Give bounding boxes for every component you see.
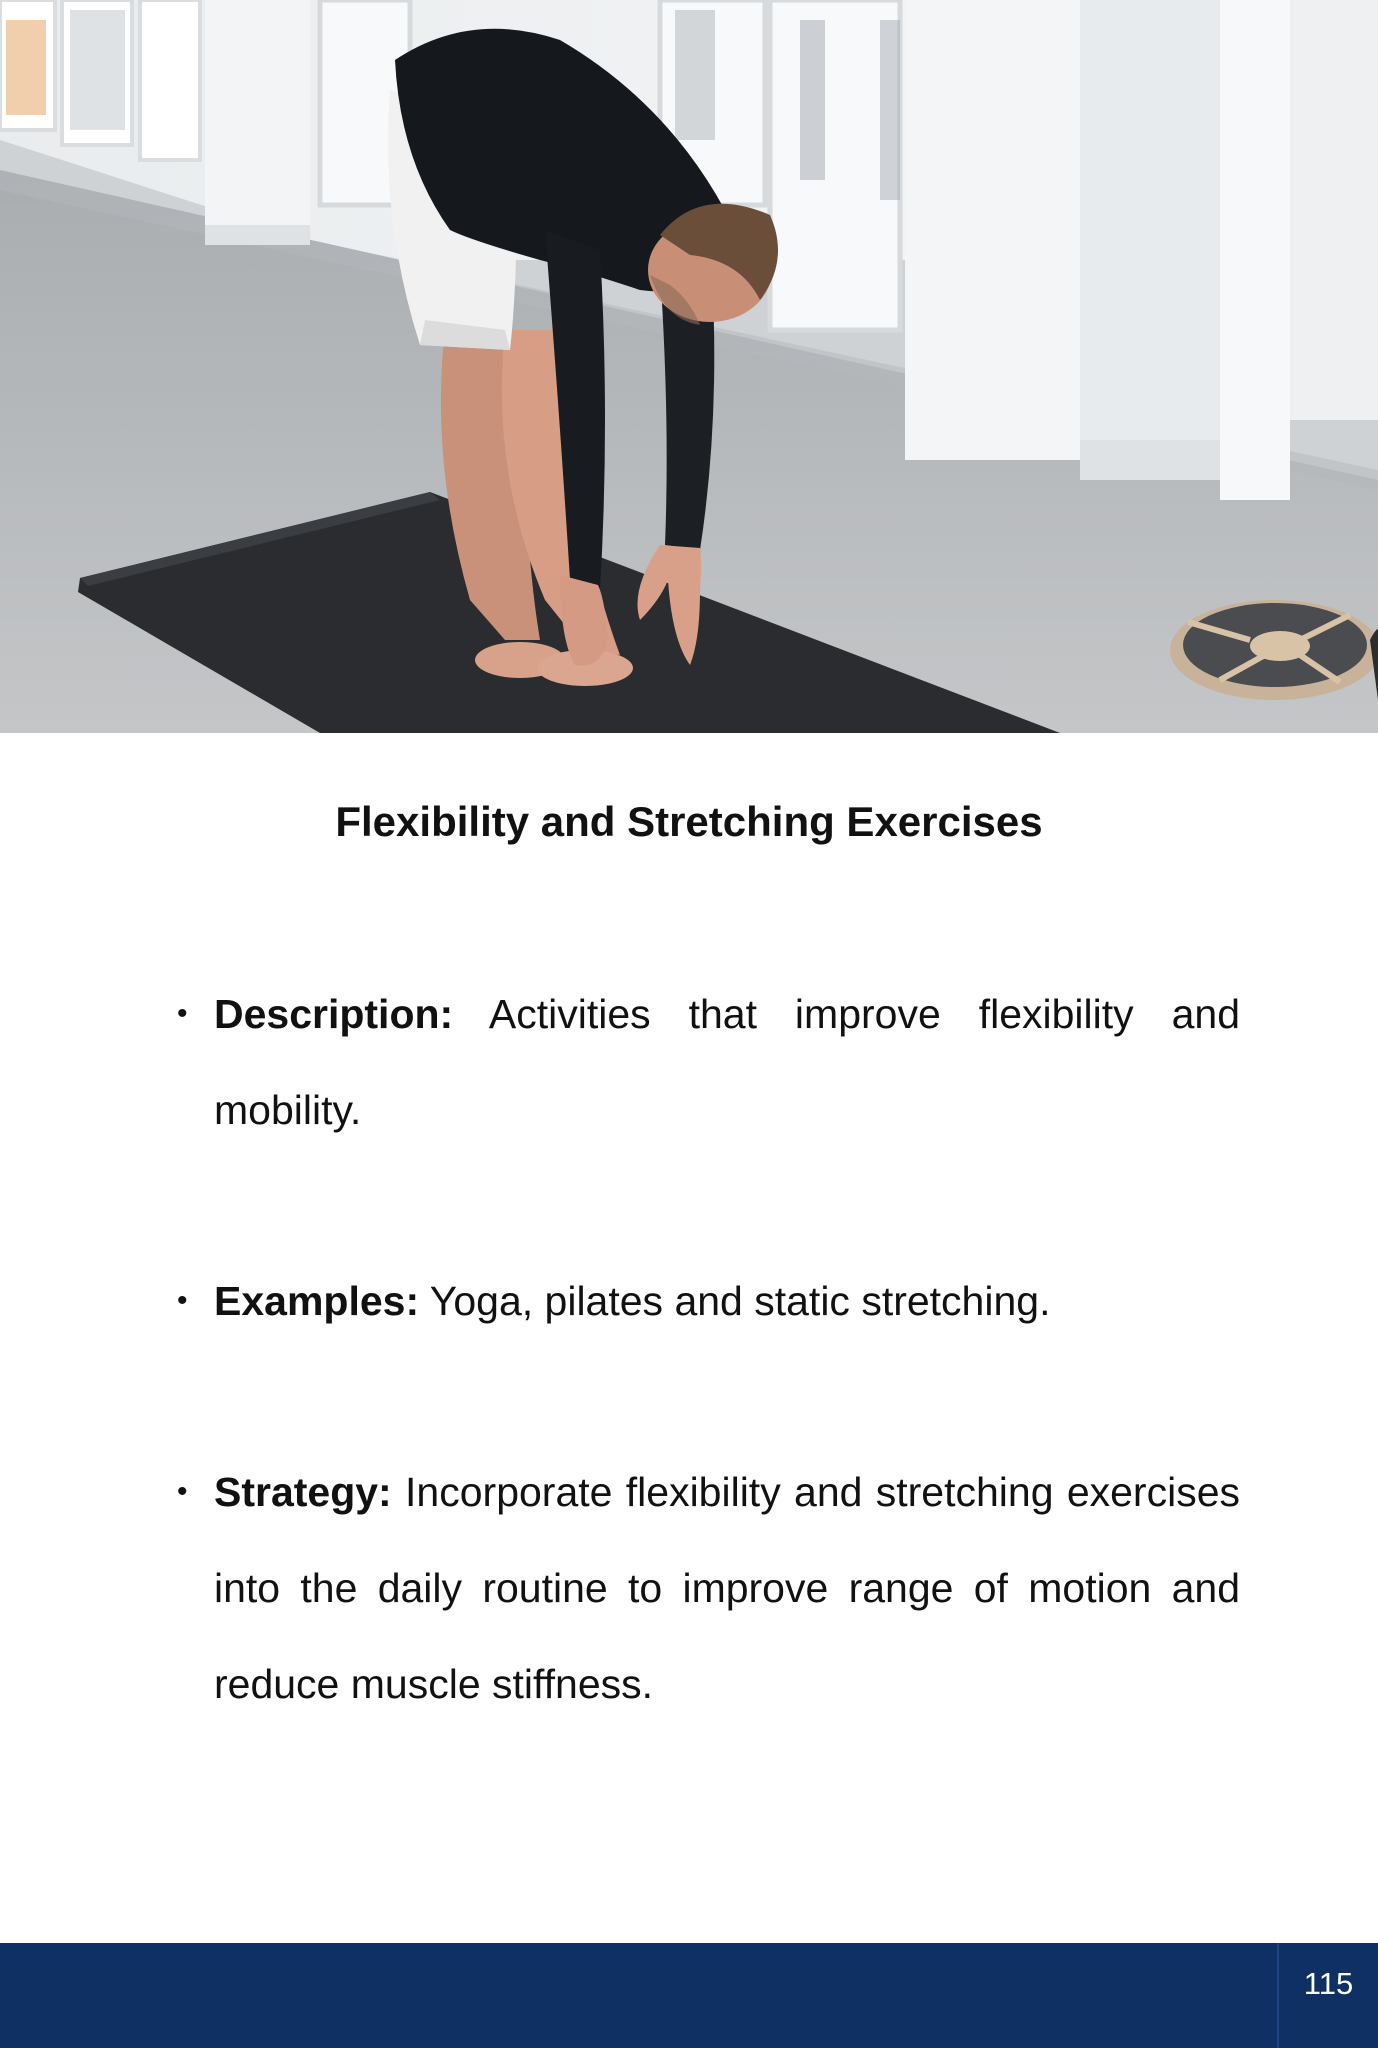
list-item xyxy=(177,966,1240,1158)
bullet-list xyxy=(177,966,1240,1827)
bullet-text: Activities that improve flexibility and mobility. xyxy=(214,991,1240,1133)
bullet-label: Description: xyxy=(214,991,454,1037)
bullet-text: Incorporate flexibility and stretching exercises into the daily routine to improve range of motion and reduce muscle stiffness. xyxy=(214,1469,1240,1707)
bullet-text: Yoga, pilates and static stretching. xyxy=(419,1278,1051,1324)
list-item xyxy=(177,1253,1240,1349)
bullet-label: Strategy: xyxy=(214,1469,392,1515)
bullet-label: Examples: xyxy=(214,1278,420,1324)
list-item xyxy=(177,1444,1240,1732)
footer-bar xyxy=(0,1943,1378,2048)
bullet-icon: • xyxy=(177,1475,188,1508)
bullet-icon: • xyxy=(177,1284,188,1317)
page-number: 115 xyxy=(1303,1966,1354,2001)
hero-photo xyxy=(0,0,1378,733)
page-title: Flexibility and Stretching Exercises xyxy=(335,798,1043,845)
bullet-icon: • xyxy=(177,997,188,1030)
